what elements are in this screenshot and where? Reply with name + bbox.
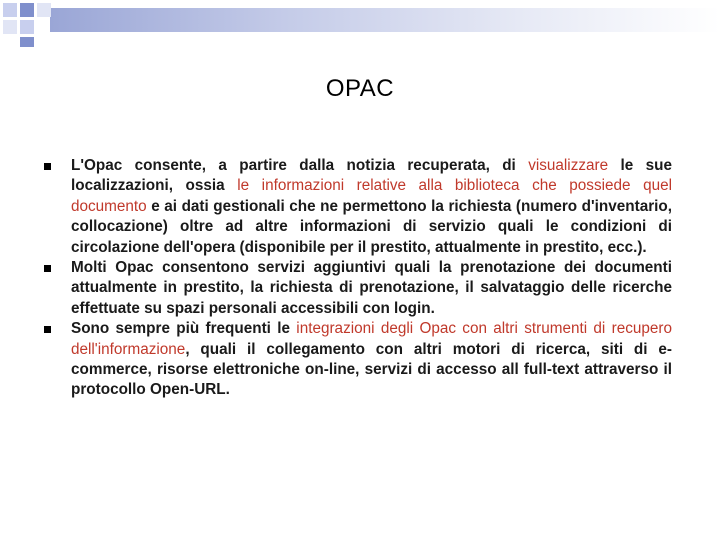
bullet-item-1 xyxy=(44,156,672,258)
header-decoration xyxy=(0,0,720,50)
deco-square-4 xyxy=(3,20,17,34)
bullet-item-2 xyxy=(44,258,672,319)
square-bullet-icon xyxy=(44,265,51,272)
text-segment: le sue localizzazioni, ossia xyxy=(71,157,672,195)
text-segment: e ai dati gestionali che ne permettono la richiesta (numero d'inventario, collocazione) oltre ad altre informazioni di servizio quali le condizioni di circolazione dell'opera (disponibile per il prestito, attualmente in prestito, ecc.). xyxy=(71,197,672,256)
text-segment: Molti Opac consentono servizi aggiuntivi quali la prenotazione dei documenti attualmente in prestito, la richiesta di prenotazione, il salvataggio delle ricerche effettuate su spazi personali accessibili con login. xyxy=(71,259,672,317)
text-segment: L'Opac consente, a partire dalla notizia recuperata, di xyxy=(71,157,529,174)
slide-title: OPAC xyxy=(325,75,395,102)
text-segment: Sono sempre più frequenti le xyxy=(71,320,297,338)
bullet-list xyxy=(44,156,672,401)
text-segment: , quali il collegamento con altri motori di ricerca, siti di e-commerce, risorse elettroniche on-line, servizi di accesso all full-text attraverso il protocollo Open-URL. xyxy=(71,340,672,399)
highlighted-text: le informazioni relative alla biblioteca che possiede quel documento xyxy=(71,177,672,215)
header-gradient-bar xyxy=(50,8,720,32)
deco-square-2 xyxy=(20,3,34,17)
square-bullet-icon xyxy=(44,163,51,170)
deco-square-6 xyxy=(20,37,34,47)
deco-square-1 xyxy=(3,3,17,17)
deco-square-5 xyxy=(20,20,34,34)
square-bullet-icon xyxy=(44,326,51,333)
deco-square-3 xyxy=(37,3,51,17)
bullet-item-3 xyxy=(44,319,672,401)
highlighted-text: visualizzare xyxy=(528,157,609,174)
highlighted-text: integrazioni degli Opac con altri strumenti di recupero dell'informazione xyxy=(71,320,673,358)
